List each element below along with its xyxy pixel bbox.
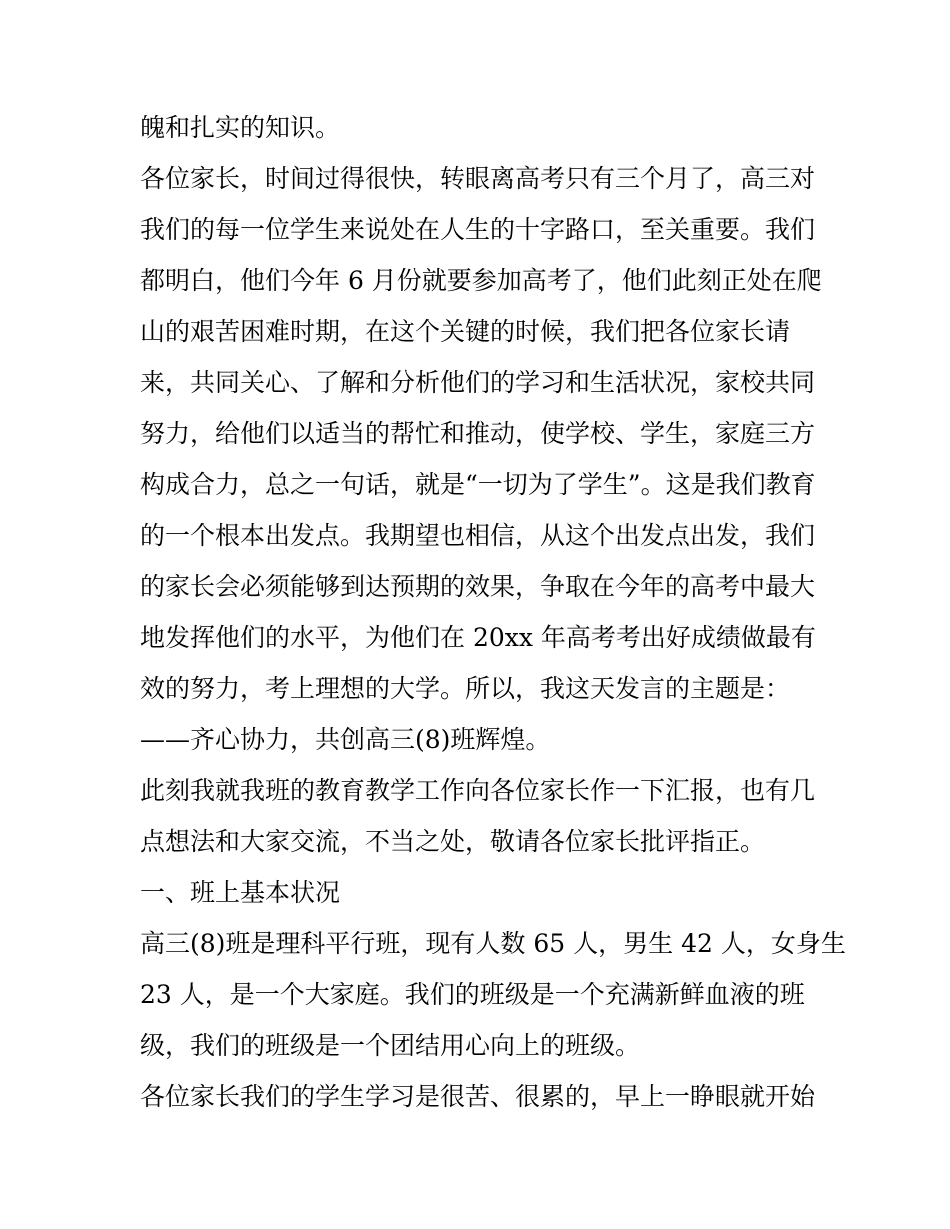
text-line: ——齐心协力，共创高三(8)班辉煌。 [140,725,551,754]
text-line: 我们的每一位学生来说处在人生的十字路口，至关重要。我们 [140,215,816,244]
text-line: 23 人，是一个大家庭。我们的班级是一个充满新鲜血液的班 [140,980,805,1009]
section-heading: 一、班上基本状况 [140,878,341,907]
text-line: 此刻我就我班的教育教学工作向各位家长作一下汇报，也有几 [140,776,816,805]
text-line: 级，我们的班级是一个团结用心向上的班级。 [140,1031,641,1060]
text-line: 效的努力，考上理想的大学。所以，我这天发言的主题是： [140,674,791,703]
text-line: 魄和扎实的知识。 [140,113,341,142]
text-line: 点想法和大家交流，不当之处，敬请各位家长批评指正。 [140,827,766,856]
text-line: 各位家长我们的学生学习是很苦、很累的，早上一睁眼就开始 [140,1082,816,1111]
text-line: 的家长会必须能够到达预期的效果，争取在今年的高考中最大 [140,572,816,601]
text-line: 地发挥他们的水平，为他们在 20xx 年高考考出好成绩做最有 [140,623,816,652]
text-line: 的一个根本出发点。我期望也相信，从这个出发点出发，我们 [140,521,816,550]
text-line: 都明白，他们今年 6 月份就要参加高考了，他们此刻正处在爬 [140,266,822,295]
text-line: 各位家长，时间过得很快，转眼离高考只有三个月了，高三对 [140,164,816,193]
text-line: 努力，给他们以适当的帮忙和推动，使学校、学生，家庭三方 [140,419,816,448]
text-line: 来，共同关心、了解和分析他们的学习和生活状况，家校共同 [140,368,816,397]
text-line: 构成合力，总之一句话，就是“一切为了学生”。这是我们教育 [140,470,816,499]
text-line: 高三(8)班是理科平行班，现有人数 65 人，男生 42 人，女身生 [140,929,846,958]
text-line: 山的艰苦困难时期，在这个关键的时候，我们把各位家长请 [140,317,791,346]
